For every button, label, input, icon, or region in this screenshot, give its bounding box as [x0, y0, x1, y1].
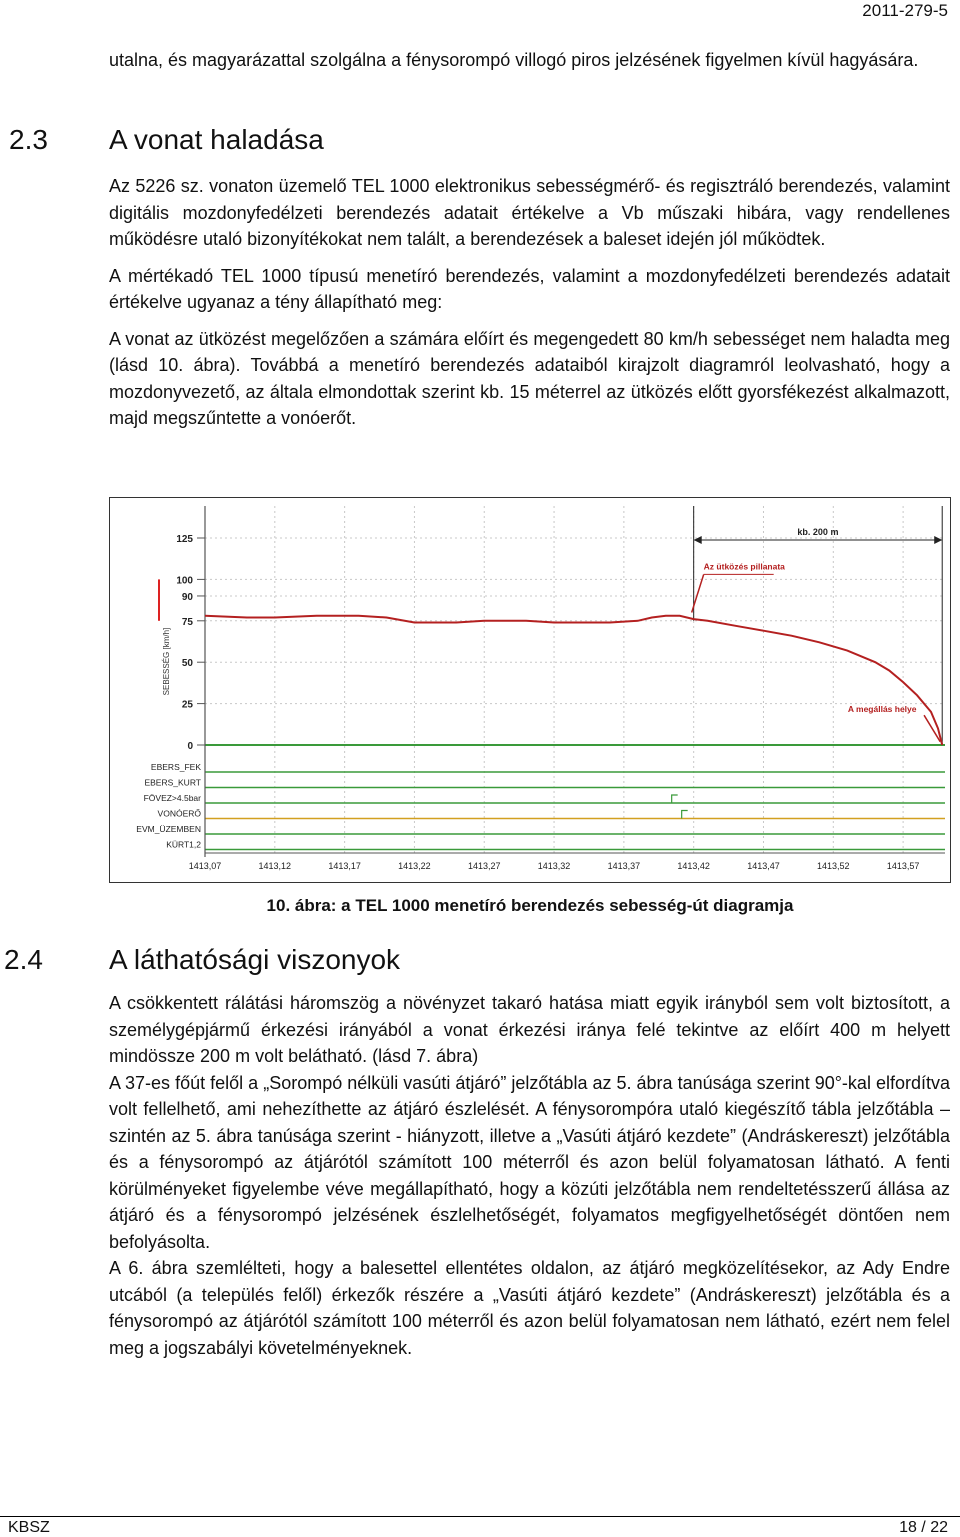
collision-label: Az ütközés pillanata: [703, 561, 785, 572]
speed-series-line: [205, 616, 942, 745]
intro-text: utalna, és magyarázattal szolgálna a fénysorompó villogó piros jelzésének figyelmen kívül hagyására.: [109, 50, 919, 70]
section-2-4-body: [109, 990, 950, 1361]
x-tick-label: 1413,42: [677, 861, 710, 871]
footer-rule: [0, 1516, 960, 1517]
x-tick-label: 1413,22: [398, 861, 431, 871]
x-tick-label: 1413,37: [607, 861, 641, 871]
x-tick-label: 1413,07: [188, 861, 222, 871]
channel-step: [672, 795, 678, 803]
x-tick-label: 1413,12: [258, 861, 292, 871]
distance-arrow-left: [694, 536, 702, 544]
channel-label: EVM_ÜZEMBEN: [136, 824, 201, 834]
paragraph: A vonat az ütközést megelőzően a számára előírt és megengedett 80 km/h sebességet nem haladta meg (lásd 10. ábra). Továbbá a menetíró berendezés adataiból kirajzolt diagramról leolvasható, hogy a mozdonyvezető, az általa elmondottak szerint kb. 15 méterrel az ütközés előtt gyorsfékezést alkalmazott, majd megszűntette a vonóerőt.: [109, 328, 950, 428]
paragraph: Az 5226 sz. vonaton üzemelő TEL 1000 elektronikus sebességmérő- és regisztráló berendezés, valamint digitális mozdonyfedélzeti berendezés adatait értékelve a Vb műszaki hibára, vagy rendellenes működésre utaló bizonyítékokat nem talált, a berendezések a baleset idején jól működtek.: [109, 176, 950, 249]
x-tick-label: 1413,52: [817, 861, 850, 871]
stop-label: A megállás helye: [847, 703, 917, 714]
y-tick-label: 75: [181, 616, 193, 628]
document-id: 2011-279-5: [862, 1, 948, 20]
y-tick-label: 90: [181, 591, 193, 603]
channel-label: VONÓERŐ: [157, 808, 201, 819]
channel-label: KÜRT1,2: [166, 839, 201, 850]
footer-organization: KBSZ: [8, 1519, 50, 1536]
speed-distance-chart: [109, 497, 951, 883]
paragraph: A mértékadó TEL 1000 típusú menetíró berendezés, valamint a mozdonyfedélzeti berendezés adatait értékelve ugyanaz a tény állapítható meg:: [109, 265, 950, 312]
y-axis-label: SEBESSÉG [km/h]: [162, 627, 171, 696]
intro-paragraph: [109, 47, 950, 74]
y-tick-label: 100: [176, 575, 193, 587]
figure-caption: 10. ábra: a TEL 1000 menetíró berendezés sebesség-út diagramja: [266, 896, 794, 915]
section-2-3-body: [109, 173, 950, 432]
y-tick-label: 50: [181, 658, 193, 670]
page-number: 18 / 22: [899, 1519, 948, 1536]
x-tick-label: 1413,17: [328, 861, 361, 871]
channel-label: EBERS_KURT: [144, 777, 201, 788]
paragraph: A csökkentett rálátási háromszög a növényzet takaró hatása miatt egyik irányból sem volt biztosított, a személygépjármű érkezési irányából a vonat érkezési iránya felé tekintve az előírt 400 m helyett mindössze 200 m volt belátható. (lásd 7. ábra): [109, 993, 950, 1066]
y-tick-label: 125: [176, 534, 193, 545]
channel-label: FÖVEZ>4.5bar: [143, 793, 201, 803]
section-number-2-3: 2.3: [9, 124, 48, 155]
y-tick-label: 0: [187, 741, 193, 752]
section-title-2-3: A vonat haladása: [109, 124, 324, 155]
section-title-2-4: A láthatósági viszonyok: [109, 944, 401, 975]
section-number-2-4: 2.4: [4, 944, 43, 975]
paragraph: A 37-es főút felől a „Sorompó nélküli vasúti átjáró” jelzőtábla az 5. ábra tanúsága szerint 90°-kal elfordítva volt fellelhető, ami nehezíthette az átjáró észlelését. A fénysorompóra utaló kiegészítő tábla jelzőtábla – szintén az 5. ábra tanúsága szerint - hiányzott, illetve a „Vasúti átjáró kezdete” (Andráskereszt) jelzőtábla és a fénysorompó az átjárótól számított 100 méterről és azon belül folyamatosan látható. A fenti körülményeket figyelembe véve megállapítható, hogy a közúti jelzőtábla nem rendeltetésszerű állása az átjáró és a fénysorompó jelzésének észlelhetőségét, folyamatos megfigyelhetőségét döntően nem befolyásolta.: [109, 1072, 950, 1252]
chart-svg: [110, 498, 950, 882]
distance-label: kb. 200 m: [797, 527, 839, 537]
y-tick-label: 25: [181, 699, 193, 711]
x-tick-label: 1413,57: [886, 861, 920, 871]
x-tick-label: 1413,27: [467, 861, 501, 871]
x-tick-label: 1413,47: [747, 861, 780, 871]
paragraph: A 6. ábra szemlélteti, hogy a balesettel ellentétes oldalon, az átjáró megközelítésekor, az Ady Endre utcából (a település felől) érkezők részére a „Vasúti átjáró kezdete” (Andráskereszt) jelzőtábla és a fénysorompó az átjárótól számított 100 méterről és azon belül folyamatosan nem látható, ezért nem felel meg a jogszabályi követelményeknek.: [109, 1258, 950, 1358]
channel-step: [682, 811, 688, 819]
x-tick-label: 1413,32: [537, 861, 571, 871]
distance-arrow-right: [934, 536, 942, 544]
channel-label: EBERS_FEK: [150, 762, 201, 772]
